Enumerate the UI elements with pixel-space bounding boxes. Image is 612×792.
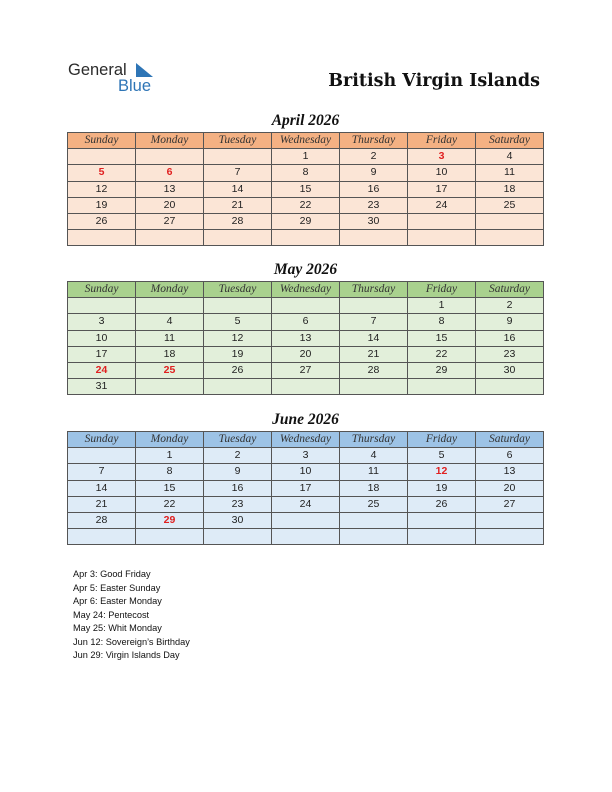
day-cell [272, 379, 340, 395]
day-cell: 19 [204, 346, 272, 362]
day-cell: 22 [136, 496, 204, 512]
day-cell [272, 230, 340, 246]
day-header: Sunday [68, 432, 136, 448]
june-weeks [68, 448, 544, 545]
day-cell [272, 512, 340, 528]
day-cell: 1 [408, 298, 476, 314]
week-row [68, 512, 544, 528]
day-cell: 28 [340, 362, 408, 378]
day-cell: 17 [68, 346, 136, 362]
day-cell: 4 [476, 149, 544, 165]
day-cell: 7 [204, 165, 272, 181]
day-cell: 18 [136, 346, 204, 362]
logo-text-general: General [68, 61, 127, 79]
day-cell: 7 [68, 464, 136, 480]
week-row [68, 197, 544, 213]
week-row [68, 149, 544, 165]
day-cell: 15 [408, 330, 476, 346]
day-header-row [68, 133, 544, 149]
day-cell: 7 [340, 314, 408, 330]
day-cell [408, 213, 476, 229]
day-cell [204, 149, 272, 165]
day-cell: 10 [408, 165, 476, 181]
day-cell: 25 [340, 496, 408, 512]
day-cell: 19 [408, 480, 476, 496]
day-header: Saturday [476, 432, 544, 448]
day-cell: 11 [476, 165, 544, 181]
day-cell [136, 298, 204, 314]
day-header-row [68, 282, 544, 298]
day-cell: 12 [204, 330, 272, 346]
day-cell: 30 [204, 512, 272, 528]
day-header-row [68, 432, 544, 448]
day-cell: 21 [204, 197, 272, 213]
month-title-june: June 2026 [272, 411, 339, 428]
week-row [68, 379, 544, 395]
day-cell: 8 [272, 165, 340, 181]
week-row [68, 181, 544, 197]
day-header: Monday [136, 432, 204, 448]
day-cell: 26 [408, 496, 476, 512]
day-cell: 11 [340, 464, 408, 480]
day-cell: 21 [340, 346, 408, 362]
day-cell [340, 298, 408, 314]
holiday-item: Jun 12: Sovereign’s Birthday [73, 636, 190, 647]
day-cell: 23 [476, 346, 544, 362]
day-cell [136, 529, 204, 545]
holiday-item: Apr 5: Easter Sunday [73, 582, 161, 593]
day-cell: 10 [68, 330, 136, 346]
week-row [68, 230, 544, 246]
day-cell: 2 [476, 298, 544, 314]
logo-flag-icon [134, 62, 154, 78]
day-cell: 6 [272, 314, 340, 330]
day-cell: 6 [136, 165, 204, 181]
day-cell: 14 [204, 181, 272, 197]
day-cell: 18 [340, 480, 408, 496]
day-cell [136, 149, 204, 165]
day-cell: 3 [272, 448, 340, 464]
day-cell: 1 [136, 448, 204, 464]
day-cell: 3 [408, 149, 476, 165]
day-cell: 17 [408, 181, 476, 197]
day-header: Thursday [340, 432, 408, 448]
country-title: British Virgin Islands [328, 71, 540, 91]
day-header: Thursday [340, 282, 408, 298]
day-cell [340, 230, 408, 246]
day-cell: 13 [476, 464, 544, 480]
day-cell [272, 298, 340, 314]
day-cell [476, 213, 544, 229]
day-cell: 24 [408, 197, 476, 213]
day-cell: 27 [136, 213, 204, 229]
day-header: Sunday [68, 282, 136, 298]
day-cell [68, 529, 136, 545]
day-cell: 19 [68, 197, 136, 213]
day-cell: 15 [272, 181, 340, 197]
day-cell: 26 [204, 362, 272, 378]
day-cell [204, 529, 272, 545]
day-cell: 21 [68, 496, 136, 512]
day-cell: 28 [68, 512, 136, 528]
day-cell: 16 [204, 480, 272, 496]
day-cell: 23 [204, 496, 272, 512]
day-cell [408, 379, 476, 395]
day-cell: 29 [136, 512, 204, 528]
day-cell: 29 [408, 362, 476, 378]
day-cell [272, 529, 340, 545]
day-cell: 12 [68, 181, 136, 197]
day-cell: 22 [272, 197, 340, 213]
day-cell [340, 379, 408, 395]
day-cell: 20 [476, 480, 544, 496]
day-cell: 31 [68, 379, 136, 395]
week-row [68, 298, 544, 314]
holiday-item: May 25: Whit Monday [73, 623, 162, 633]
day-cell: 20 [272, 346, 340, 362]
day-cell: 5 [204, 314, 272, 330]
day-cell: 3 [68, 314, 136, 330]
day-cell: 5 [408, 448, 476, 464]
day-cell: 27 [476, 496, 544, 512]
day-cell: 12 [408, 464, 476, 480]
logo-text-blue: Blue [118, 77, 152, 95]
day-cell: 11 [136, 330, 204, 346]
week-row [68, 314, 544, 330]
holiday-item: Apr 3: Good Friday [73, 569, 151, 579]
week-row [68, 362, 544, 378]
day-cell: 8 [408, 314, 476, 330]
day-cell: 4 [340, 448, 408, 464]
day-cell: 5 [68, 165, 136, 181]
day-cell: 20 [136, 197, 204, 213]
day-header: Tuesday [204, 432, 272, 448]
day-cell [68, 448, 136, 464]
day-cell: 25 [136, 362, 204, 378]
day-header: Saturday [476, 133, 544, 149]
day-cell: 4 [136, 314, 204, 330]
week-row [68, 464, 544, 480]
day-cell: 2 [340, 149, 408, 165]
week-row [68, 480, 544, 496]
day-cell: 24 [272, 496, 340, 512]
week-row [68, 346, 544, 362]
day-cell [408, 230, 476, 246]
day-cell [68, 298, 136, 314]
day-cell: 30 [476, 362, 544, 378]
day-header: Friday [408, 133, 476, 149]
day-cell: 14 [340, 330, 408, 346]
holiday-item: May 24: Pentecost [73, 609, 150, 620]
day-cell [68, 230, 136, 246]
day-cell [476, 379, 544, 395]
day-cell: 22 [408, 346, 476, 362]
week-row [68, 496, 544, 512]
day-cell: 27 [272, 362, 340, 378]
week-row [68, 448, 544, 464]
day-cell [68, 149, 136, 165]
day-header: Friday [408, 432, 476, 448]
day-cell: 30 [340, 213, 408, 229]
day-cell: 16 [340, 181, 408, 197]
day-cell: 29 [272, 213, 340, 229]
day-cell: 23 [340, 197, 408, 213]
calendar-april [67, 132, 544, 246]
holiday-list [73, 568, 190, 663]
week-row [68, 330, 544, 346]
week-row [68, 529, 544, 545]
day-cell [204, 379, 272, 395]
month-title-april: April 2026 [271, 112, 340, 129]
day-cell: 9 [340, 165, 408, 181]
day-header: Friday [408, 282, 476, 298]
day-cell: 8 [136, 464, 204, 480]
day-cell: 17 [272, 480, 340, 496]
day-cell: 26 [68, 213, 136, 229]
day-cell: 24 [68, 362, 136, 378]
day-cell [476, 230, 544, 246]
day-cell [136, 379, 204, 395]
april-weeks [68, 149, 544, 246]
calendar-may [67, 281, 544, 395]
day-header: Tuesday [204, 282, 272, 298]
day-cell [204, 298, 272, 314]
holiday-item: Jun 29: Virgin Islands Day [73, 650, 180, 660]
day-cell: 9 [476, 314, 544, 330]
day-cell: 14 [68, 480, 136, 496]
day-cell [340, 512, 408, 528]
day-cell: 6 [476, 448, 544, 464]
day-cell [204, 230, 272, 246]
day-cell: 13 [272, 330, 340, 346]
day-cell: 16 [476, 330, 544, 346]
day-header: Saturday [476, 282, 544, 298]
day-header: Thursday [340, 133, 408, 149]
day-cell [476, 512, 544, 528]
day-cell: 18 [476, 181, 544, 197]
week-row [68, 213, 544, 229]
day-cell: 15 [136, 480, 204, 496]
day-cell: 25 [476, 197, 544, 213]
day-header: Tuesday [204, 133, 272, 149]
day-cell: 13 [136, 181, 204, 197]
day-cell: 2 [204, 448, 272, 464]
may-weeks [68, 298, 544, 395]
day-header: Wednesday [272, 432, 340, 448]
day-header: Wednesday [272, 133, 340, 149]
holiday-item: Apr 6: Easter Monday [73, 596, 162, 606]
day-cell [340, 529, 408, 545]
week-row [68, 165, 544, 181]
day-cell: 1 [272, 149, 340, 165]
day-header: Monday [136, 282, 204, 298]
day-cell: 10 [272, 464, 340, 480]
day-cell [408, 529, 476, 545]
day-cell [408, 512, 476, 528]
calendar-june [67, 431, 544, 545]
day-cell: 9 [204, 464, 272, 480]
day-cell [136, 230, 204, 246]
day-header: Monday [136, 133, 204, 149]
day-cell [476, 529, 544, 545]
month-title-may: May 2026 [273, 261, 338, 278]
day-header: Wednesday [272, 282, 340, 298]
day-header: Sunday [68, 133, 136, 149]
day-cell: 28 [204, 213, 272, 229]
